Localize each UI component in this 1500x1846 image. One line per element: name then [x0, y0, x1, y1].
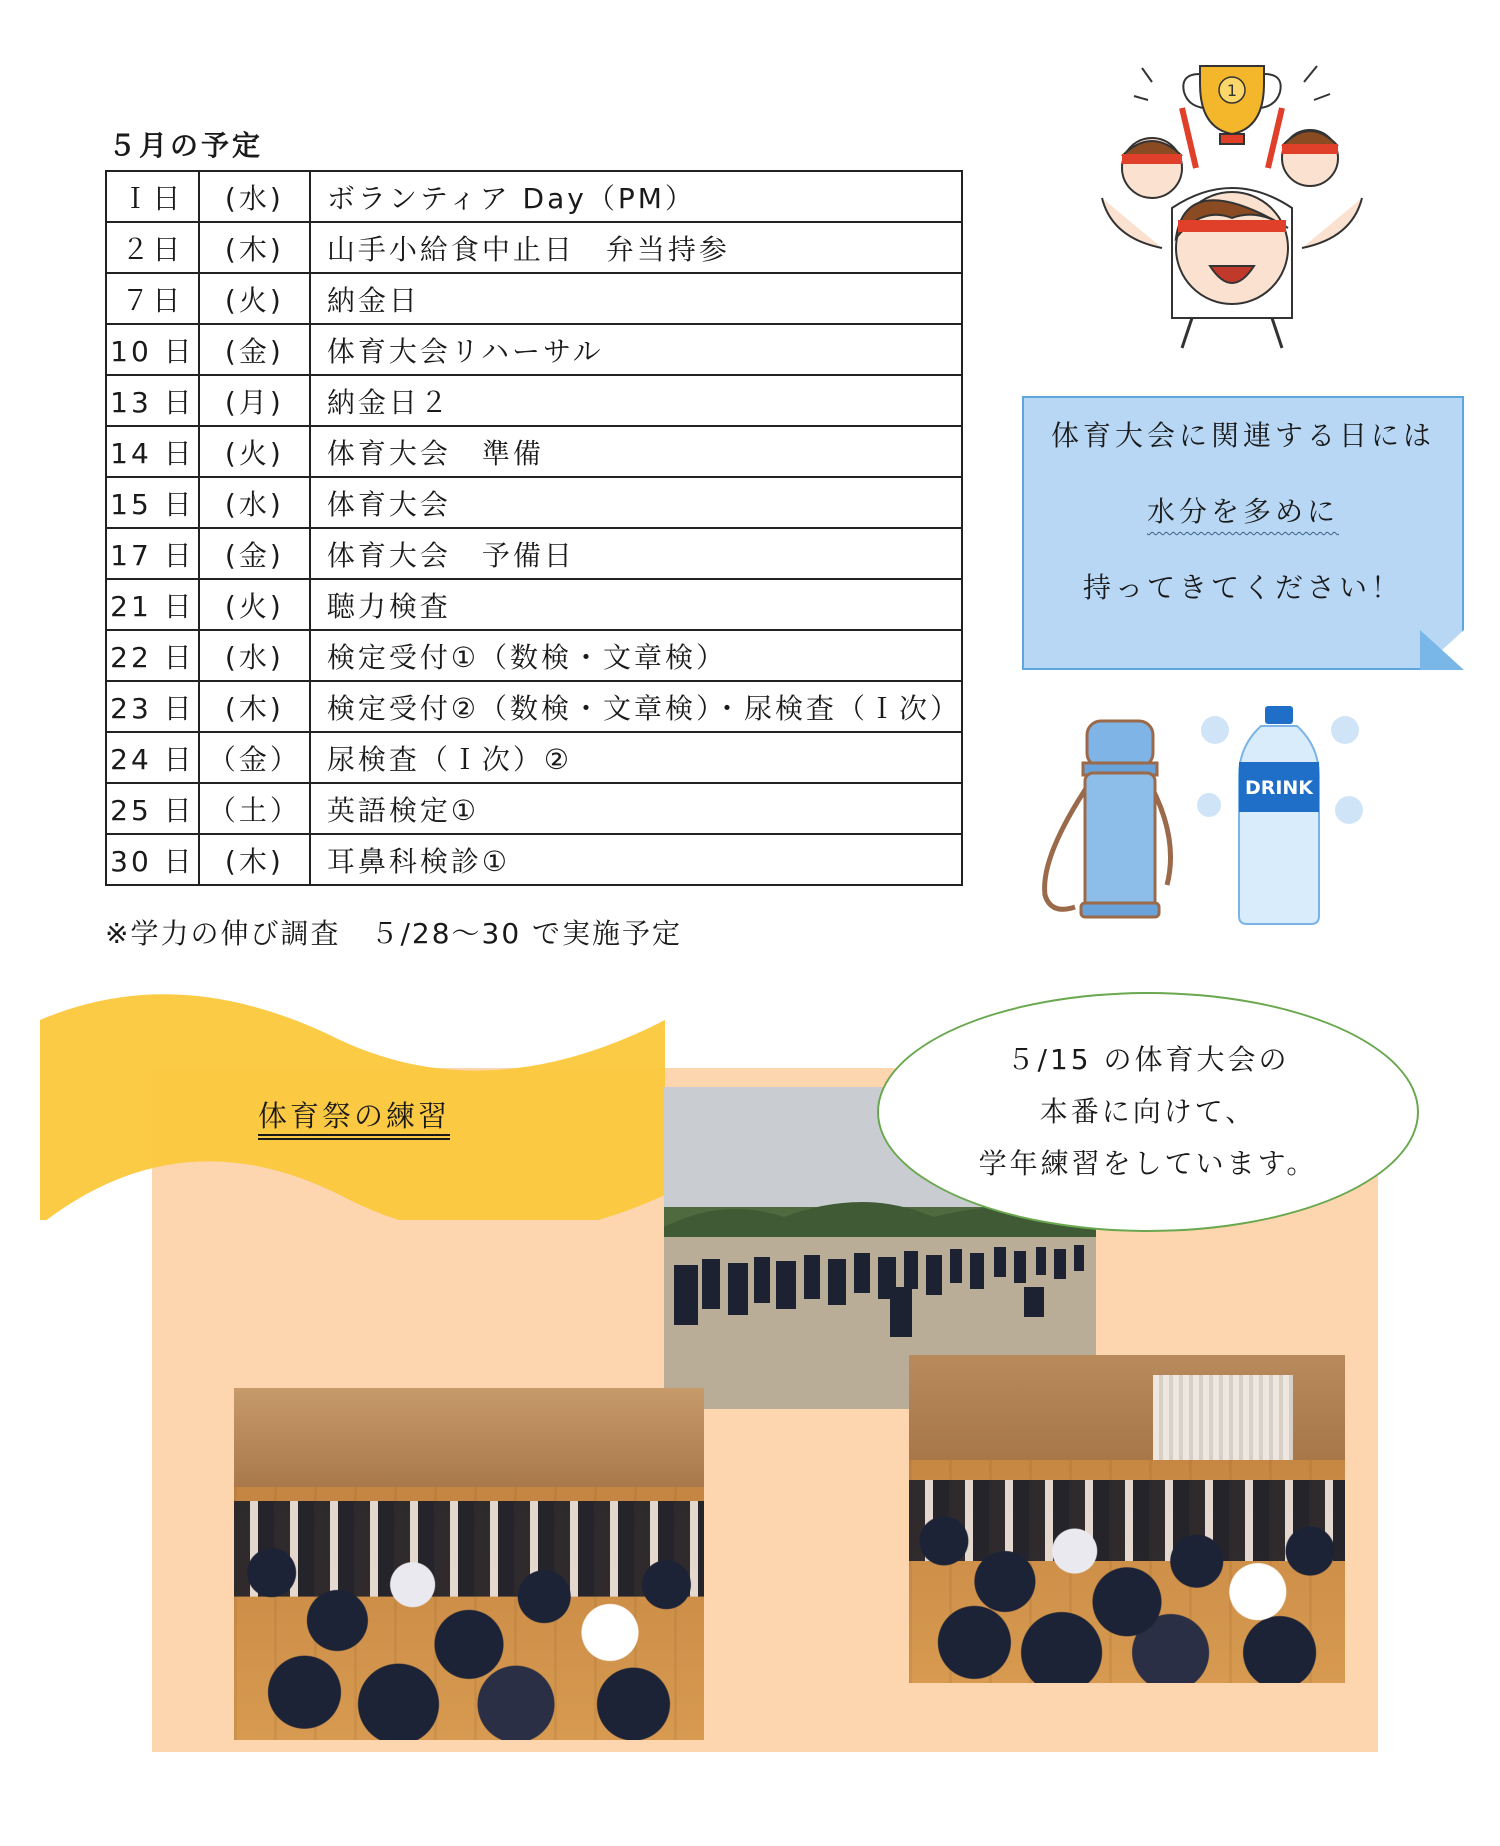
schedule-event: 検定受付②（数検・文章検）・尿検査（Ｉ次）: [310, 681, 962, 732]
gym-practice-photo-2: [909, 1355, 1345, 1683]
schedule-event: 体育大会: [310, 477, 962, 528]
schedule-row: [106, 171, 962, 222]
schedule-event: 体育大会 準備: [310, 426, 962, 477]
bubble-line-2: 本番に向けて、: [1039, 1095, 1257, 1128]
schedule-day: ２日: [106, 222, 199, 273]
schedule-weekday: (木): [199, 222, 310, 273]
schedule-row: [106, 681, 962, 732]
schedule-day: 24 日: [106, 732, 199, 783]
page-curl: [1420, 630, 1464, 670]
schedule-weekday: (月): [199, 375, 310, 426]
notice-line-1: 体育大会に関連する日には: [1050, 419, 1435, 452]
schedule-event: 英語検定①: [310, 783, 962, 834]
schedule-row: [106, 273, 962, 324]
schedule-weekday: (木): [199, 834, 310, 885]
schedule-weekday: （土）: [199, 783, 310, 834]
schedule-event: 聴力検査: [310, 579, 962, 630]
schedule-title: ５月の予定: [108, 129, 264, 162]
schedule-row: [106, 375, 962, 426]
notice-line-2: 水分を多めに: [1146, 495, 1339, 528]
gym-practice-photo-1: [234, 1388, 704, 1740]
hydration-notice: [1022, 396, 1464, 670]
schedule-weekday: (水): [199, 630, 310, 681]
schedule-day: 25 日: [106, 783, 199, 834]
schedule-event: 耳鼻科検診①: [310, 834, 962, 885]
schedule-row: [106, 222, 962, 273]
practice-heading: 体育祭の練習: [258, 1099, 451, 1133]
schedule-row: [106, 528, 962, 579]
schedule-event: ボランティア Day（PM）: [310, 171, 962, 222]
drink-label: DRINK: [1244, 777, 1314, 799]
schedule-weekday: (火): [199, 426, 310, 477]
schedule-event: 体育大会リハーサル: [310, 324, 962, 375]
schedule-day: 15 日: [106, 477, 199, 528]
schedule-weekday: (水): [199, 477, 310, 528]
schedule-weekday: (火): [199, 579, 310, 630]
schedule-day: 10 日: [106, 324, 199, 375]
schedule-row: [106, 426, 962, 477]
schedule-day: 21 日: [106, 579, 199, 630]
schedule-row: [106, 783, 962, 834]
schedule-weekday: (木): [199, 681, 310, 732]
schedule-row: [106, 630, 962, 681]
schedule-note: ※学力の伸び調査 ５/28～30 で実施予定: [105, 917, 683, 950]
schedule-day: ７日: [106, 273, 199, 324]
schedule-event: 山手小給食中止日 弁当持参: [310, 222, 962, 273]
notice-line-3: 持ってきてください！: [1082, 571, 1403, 604]
schedule-row: [106, 732, 962, 783]
schedule-row: [106, 477, 962, 528]
schedule-day: 14 日: [106, 426, 199, 477]
schedule-event: 検定受付①（数検・文章検）: [310, 630, 962, 681]
trophy-number: 1: [1226, 81, 1238, 100]
schedule-day: Ｉ日: [106, 171, 199, 222]
schedule-row: [106, 834, 962, 885]
schedule-day: 22 日: [106, 630, 199, 681]
schedule-weekday: (金): [199, 528, 310, 579]
schedule-event: 体育大会 予備日: [310, 528, 962, 579]
trophy-kids-illustration: [1082, 48, 1382, 358]
schedule-event: 納金日２: [310, 375, 962, 426]
schedule-weekday: (火): [199, 273, 310, 324]
water-bottle-icon: [1035, 715, 1185, 925]
schedule-weekday: (水): [199, 171, 310, 222]
schedule-row: [106, 579, 962, 630]
schedule-table: [105, 170, 963, 886]
schedule-day: 30 日: [106, 834, 199, 885]
bubble-line-3: 学年練習をしています。: [978, 1147, 1318, 1180]
schedule-day: 23 日: [106, 681, 199, 732]
schedule-row: [106, 324, 962, 375]
schedule-day: 17 日: [106, 528, 199, 579]
schedule-weekday: (金): [199, 324, 310, 375]
drink-bottle-icon: [1195, 700, 1365, 925]
schedule-event: 尿検査（Ｉ次）②: [310, 732, 962, 783]
schedule-weekday: （金）: [199, 732, 310, 783]
schedule-event: 納金日: [310, 273, 962, 324]
practice-speech-bubble: [877, 992, 1419, 1232]
bubble-line-1: ５/15 の体育大会の: [1006, 1043, 1290, 1076]
schedule-day: 13 日: [106, 375, 199, 426]
